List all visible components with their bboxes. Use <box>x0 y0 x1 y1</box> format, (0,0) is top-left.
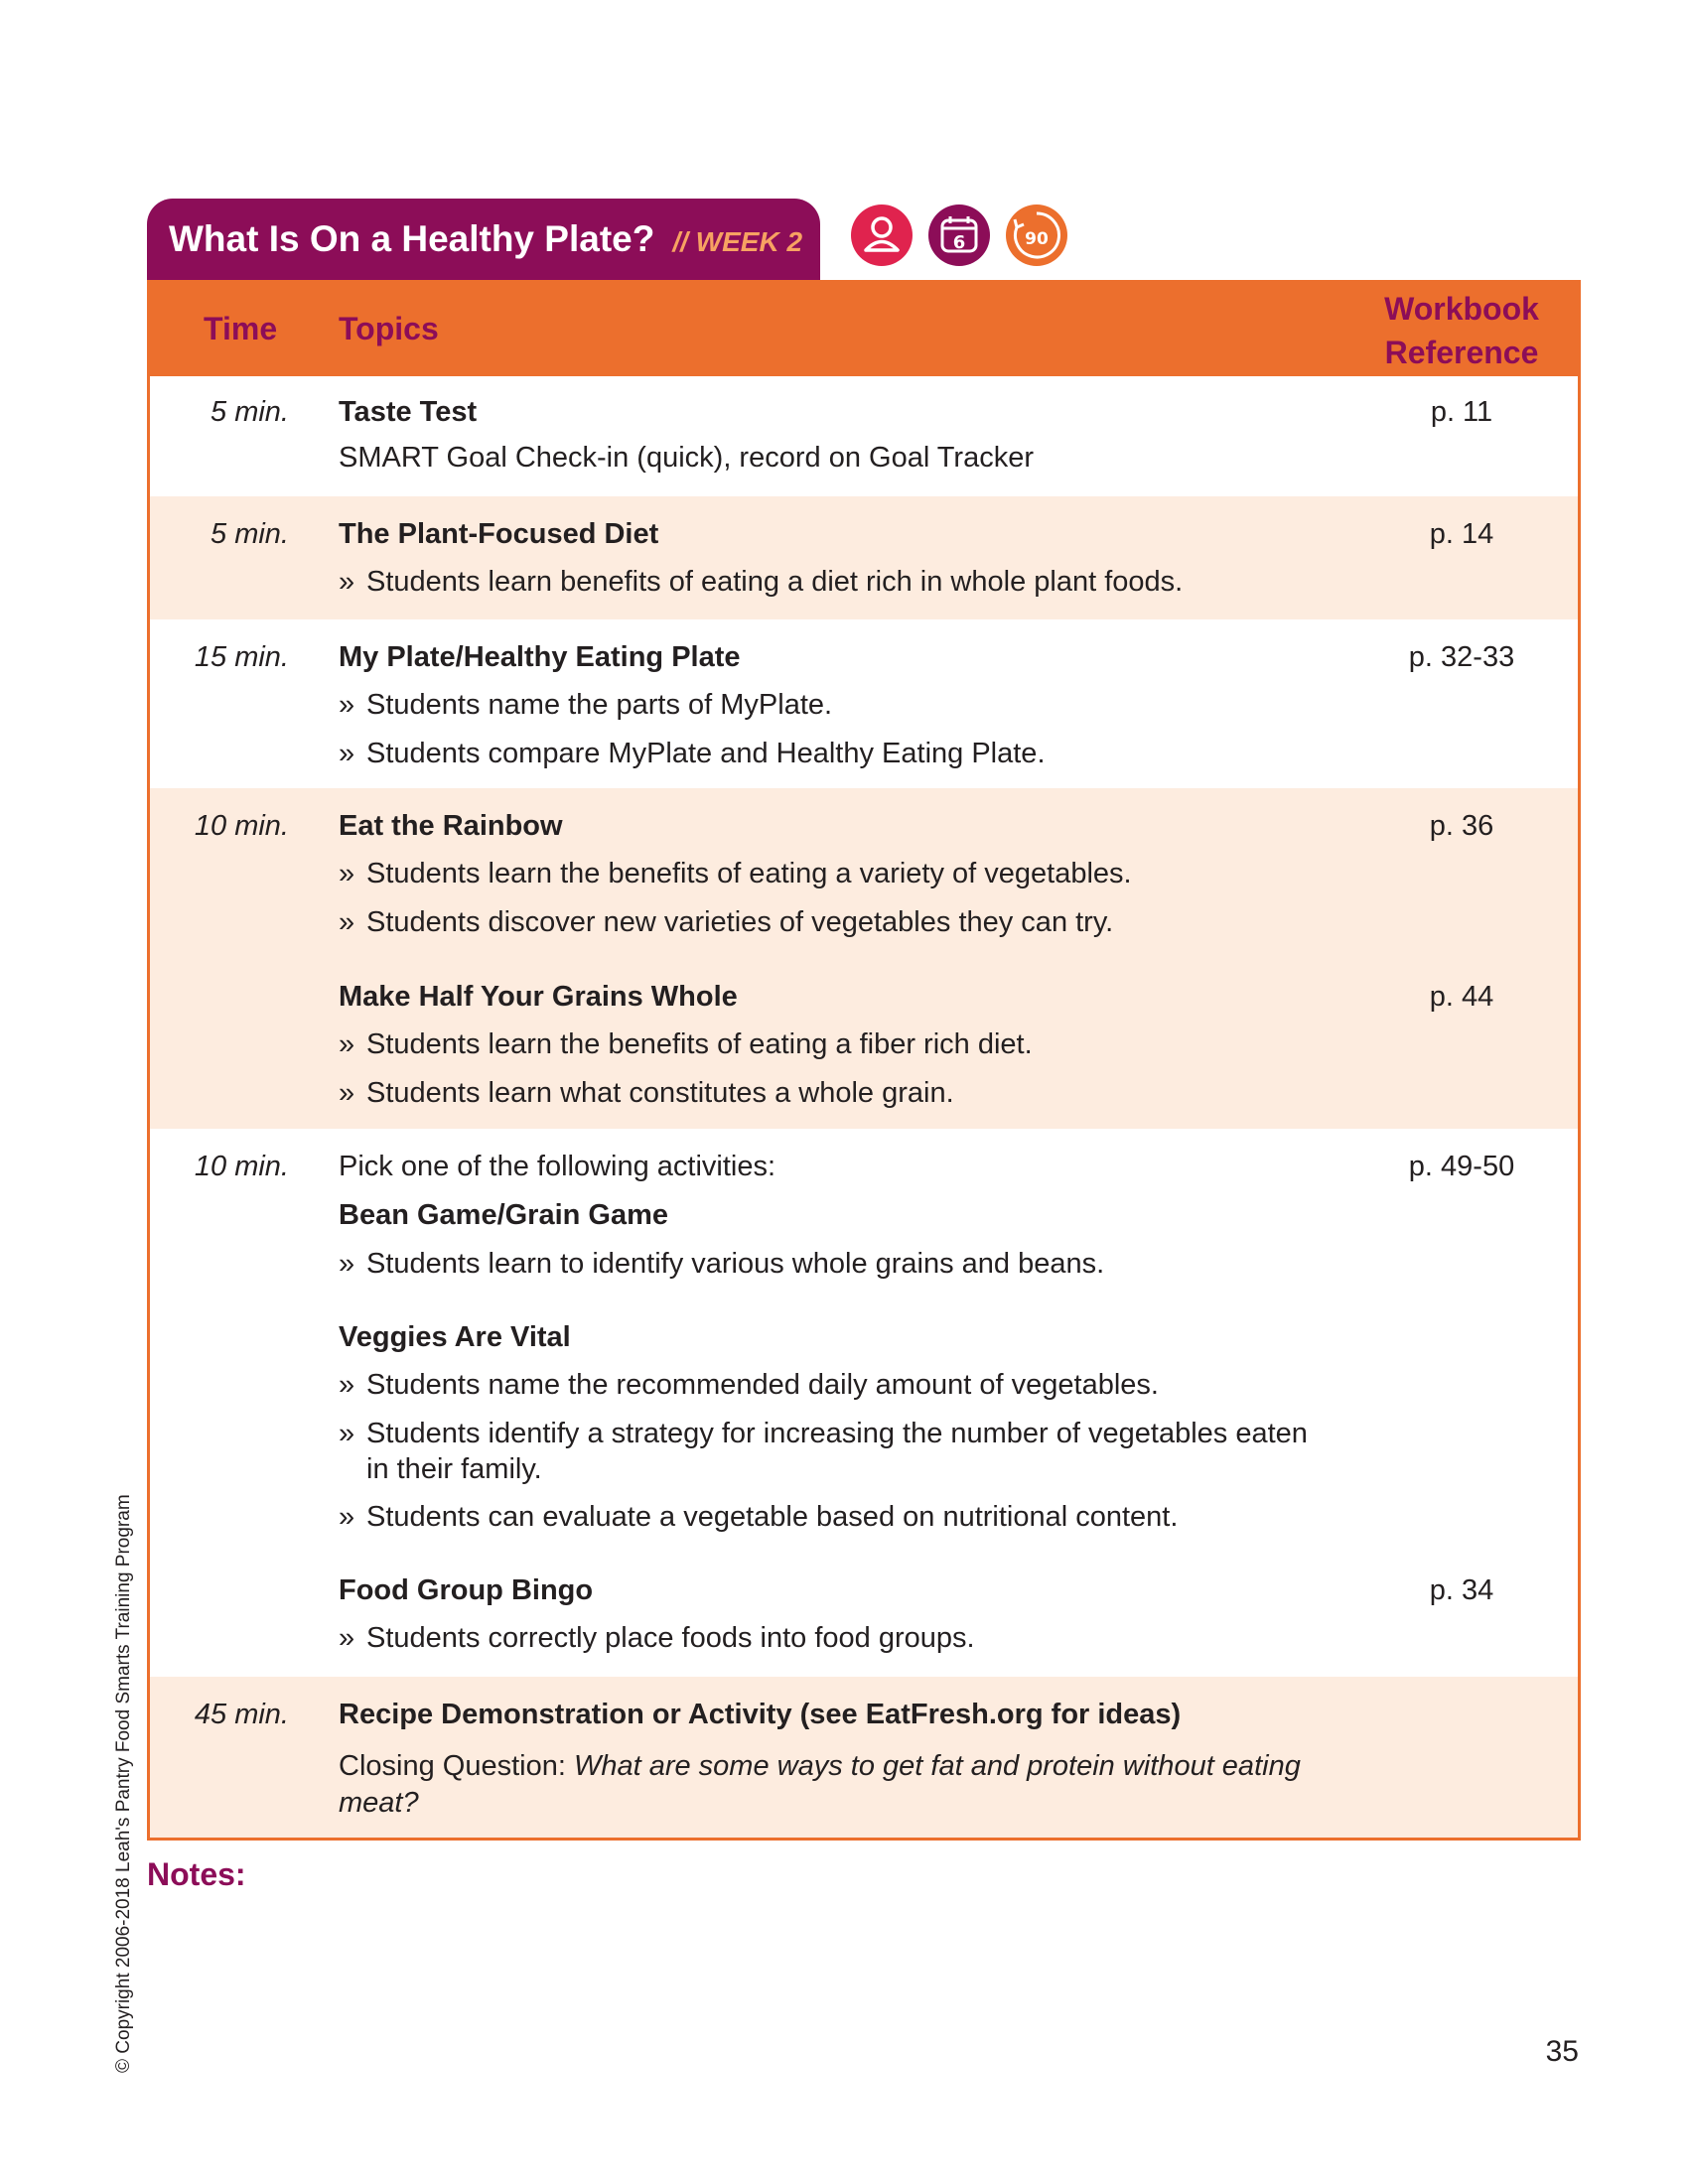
bullet-text: Students compare MyPlate and Healthy Eating Plate. <box>366 738 1046 769</box>
page-number: 35 <box>1545 2035 1579 2068</box>
bullet-text: Students learn to identify various whole grains and beans. <box>366 1248 1105 1280</box>
lesson-title-bar <box>147 199 820 280</box>
calendar-six-icon <box>927 204 991 267</box>
topic-heading: Food Group Bingo <box>339 1574 594 1606</box>
bullet-item <box>339 1499 1332 1535</box>
bullet-mark: » <box>339 566 355 598</box>
lesson-plan-table <box>147 280 1581 1841</box>
svg-text:6: 6 <box>952 232 966 253</box>
lesson-title: What Is On a Healthy Plate? <box>169 218 655 259</box>
topic-detail: SMART Goal Check-in (quick), record on Goal Tracker <box>339 442 1035 474</box>
workbook-reference: p. 36 <box>1429 810 1494 842</box>
bullet-mark: » <box>339 1622 355 1654</box>
closing-question <box>339 1748 1332 1822</box>
topic-heading: Taste Test <box>339 396 478 428</box>
closing-question-text: What are some ways to get fat and protein without eating meat? <box>339 1750 1301 1819</box>
table-header <box>150 283 1578 376</box>
topic-heading: Eat the Rainbow <box>339 810 563 842</box>
time-cell: 45 min. <box>194 1699 289 1730</box>
table-row <box>150 376 1578 496</box>
bullet-mark: » <box>339 1028 355 1060</box>
workbook-reference: p. 49-50 <box>1408 1151 1515 1182</box>
workbook-reference: p. 44 <box>1429 981 1494 1013</box>
bullet-item <box>339 1075 1332 1111</box>
workbook-reference: p. 11 <box>1430 396 1493 428</box>
time-cell: 10 min. <box>194 1151 289 1182</box>
bullet-item <box>339 1026 1332 1062</box>
bullet-mark: » <box>339 689 355 721</box>
topic-heading: Recipe Demonstration or Activity (see EatFresh.org for ideas) <box>339 1699 1182 1730</box>
closing-question-label: Closing Question: <box>339 1750 566 1782</box>
ninety-minutes-icon <box>1005 204 1068 267</box>
bullet-mark: » <box>339 906 355 938</box>
bullet-item <box>339 904 1332 940</box>
column-header-workbook-reference: Workbook Reference <box>1384 291 1539 370</box>
activity-intro: Pick one of the following activities: <box>339 1151 776 1182</box>
bullet-text: Students learn what constitutes a whole grain. <box>366 1077 954 1109</box>
table-row <box>150 1677 1578 1838</box>
copyright-notice: © Copyright 2006-2018 Leah's Pantry Food Smarts Training Program <box>113 1494 134 2073</box>
bullet-text: Students correctly place foods into food groups. <box>366 1622 975 1654</box>
bullet-text: Students name the recommended daily amount of vegetables. <box>366 1369 1159 1401</box>
workbook-reference: p. 32-33 <box>1408 641 1515 673</box>
table-row <box>150 1129 1578 1677</box>
week-label: // WEEK 2 <box>672 226 803 257</box>
bullet-text: Students learn the benefits of eating a variety of vegetables. <box>366 858 1132 889</box>
topic-heading: Bean Game/Grain Game <box>339 1199 669 1231</box>
table-row <box>150 619 1578 788</box>
bullet-mark: » <box>339 1418 355 1449</box>
topic-heading: Veggies Are Vital <box>339 1321 571 1353</box>
bullet-mark: » <box>339 738 355 769</box>
bullet-text: Students name the parts of MyPlate. <box>366 689 833 721</box>
topic-heading: Make Half Your Grains Whole <box>339 981 738 1013</box>
svg-text:90: 90 <box>1025 229 1049 249</box>
topic-heading: The Plant-Focused Diet <box>339 518 659 550</box>
bullet-item <box>339 1416 1332 1487</box>
bullet-text: Students can evaluate a vegetable based on nutritional content. <box>366 1501 1179 1533</box>
bullet-item <box>339 564 1332 600</box>
bullet-text: Students identify a strategy for increasing the number of vegetables eaten in their family. <box>366 1418 1308 1485</box>
table-row <box>150 496 1578 619</box>
time-cell: 5 min. <box>211 518 289 550</box>
bullet-mark: » <box>339 858 355 889</box>
bullet-text: Students discover new varieties of vegetables they can try. <box>366 906 1114 938</box>
workbook-reference: p. 14 <box>1429 518 1494 550</box>
bullet-item <box>339 1620 1332 1656</box>
bullet-mark: » <box>339 1369 355 1401</box>
bullet-text: Students learn benefits of eating a diet rich in whole plant foods. <box>366 566 1184 598</box>
bullet-item <box>339 1246 1332 1282</box>
bullet-text: Students learn the benefits of eating a fiber rich diet. <box>366 1028 1033 1060</box>
bullet-mark: » <box>339 1248 355 1280</box>
time-cell: 5 min. <box>211 396 289 428</box>
bullet-item <box>339 736 1332 771</box>
bullet-mark: » <box>339 1501 355 1533</box>
person-icon <box>850 204 914 267</box>
bullet-item <box>339 856 1332 891</box>
topic-heading: My Plate/Healthy Eating Plate <box>339 641 741 673</box>
notes-label: Notes: <box>147 1856 246 1892</box>
workbook-reference: p. 34 <box>1429 1574 1494 1606</box>
table-row <box>150 788 1578 1129</box>
time-cell: 10 min. <box>194 810 289 842</box>
bullet-item <box>339 687 1332 723</box>
bullet-item <box>339 1367 1332 1403</box>
bullet-mark: » <box>339 1077 355 1109</box>
column-header-time: Time <box>204 311 278 346</box>
column-header-topics: Topics <box>339 311 439 346</box>
time-cell: 15 min. <box>194 641 289 673</box>
